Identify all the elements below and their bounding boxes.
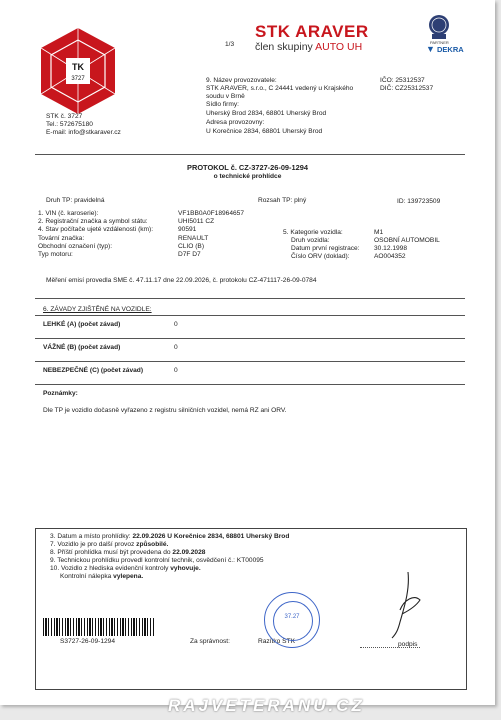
- barcode-text: S3727-26-09-1294: [60, 638, 115, 645]
- sticker-line: Kontrolní nálepka vylepena.: [60, 573, 144, 580]
- defect-row-label: LEHKÉ (A) (počet závad): [43, 321, 121, 328]
- vehicle-row-value: UHI5011 CZ: [178, 218, 215, 226]
- inspection-date-place: 3. Datum a místo prohlídky: 22.09.2026 U Korečnice 2834, 68801 Uherský Brod: [50, 533, 290, 540]
- protocol-title: PROTOKOL č. CZ-3727-26-09-1294: [187, 163, 308, 172]
- inspection-type: Druh TP: pravidelná: [46, 197, 105, 204]
- operator-address: U Korečnice 2834, 68801 Uherský Brod: [206, 128, 323, 135]
- signature-label: podpis: [398, 641, 418, 648]
- inspection-scope: Rozsah TP: plný: [258, 197, 307, 204]
- vehicle-row-label: Obchodní označení (typ):: [38, 242, 113, 250]
- divider: [35, 384, 465, 385]
- divider: [35, 361, 465, 362]
- next-inspection: 8. Příští prohlídka musí být provedena do 22.09.2028: [50, 549, 206, 556]
- vehicle-right-value: 30.12.1998: [374, 245, 408, 253]
- iso-certificate-icon: [428, 14, 450, 40]
- notes-text: Dle TP je vozidlo dočasně vyřazeno z registru silničních vozidel, nemá RZ ani ORV.: [43, 407, 287, 414]
- signature-image: [370, 570, 430, 640]
- za-spravnost-label: Za správnost:: [190, 638, 230, 645]
- divider: [35, 298, 465, 299]
- defects-title: 6. ZÁVADY ZJIŠTĚNÉ NA VOZIDLE:: [43, 306, 152, 313]
- brand-subtitle: člen skupiny AUTO UH: [255, 41, 363, 53]
- divider: [35, 154, 465, 155]
- stamp-number: 37.27: [284, 614, 300, 620]
- roadworthiness: 7. Vozidlo je pro další provoz způsobilé.: [50, 541, 169, 548]
- vehicle-row-label: 1. VIN (č. karoserie):: [38, 210, 99, 217]
- operator-label: 9. Název provozovatele:: [206, 77, 277, 84]
- station-number: STK č. 3727: [46, 113, 83, 120]
- vehicle-row-value: VF1BB0A0F18964657: [178, 210, 244, 217]
- logo-text: TK: [72, 62, 84, 72]
- vehicle-row-label: Tovární značka:: [38, 234, 85, 242]
- vehicle-right-label: Druh vozidla:: [291, 237, 330, 244]
- vehicle-category-value: M1: [374, 229, 384, 236]
- station-email: E-mail: info@stkaraver.cz: [46, 129, 121, 136]
- vehicle-right-label: Datum první registrace:: [291, 245, 360, 253]
- vehicle-row-value: RENAULT: [178, 234, 209, 242]
- defect-row-label: VÁŽNÉ (B) (počet závad): [43, 344, 121, 351]
- stk-stamp: [264, 592, 320, 648]
- vehicle-category-label: 5. Kategorie vozidla:: [283, 229, 343, 236]
- logo-number: 3727: [71, 76, 85, 82]
- vehicle-right-value: AO004352: [374, 253, 406, 261]
- operator-ico: IČO: 25312537: [380, 77, 425, 84]
- vehicle-row-label: Typ motoru:: [38, 251, 73, 258]
- vehicle-right-value: OSOBNÍ AUTOMOBIL: [374, 237, 440, 244]
- dekra-logo: ▼ DEKRA: [426, 44, 464, 54]
- vehicle-right-label: Číslo ORV (doklad):: [291, 253, 350, 261]
- vehicle-row-label: 4. Stav počítače ujeté vzdálenosti (km):: [38, 226, 154, 234]
- station-phone: Tel.: 572675180: [46, 121, 93, 128]
- stk-hexagon-logo: [33, 26, 123, 116]
- notes-title: Poznámky:: [43, 390, 78, 397]
- operator-dic: DIČ: CZ25312537: [380, 85, 434, 92]
- divider: [35, 338, 465, 339]
- vehicle-row-value: 90591: [178, 226, 197, 234]
- defect-row-value: 0: [174, 344, 178, 351]
- protocol-subtitle: o technické prohlídce: [213, 173, 282, 180]
- vehicle-row-label: 2. Registrační značka a symbol státu:: [38, 218, 148, 226]
- divider: [35, 315, 465, 316]
- operator-seat-label: Sídlo firmy:: [206, 101, 239, 108]
- page-number: 1/3: [225, 41, 235, 48]
- defect-row-value: 0: [174, 367, 178, 374]
- brand-block: [255, 22, 369, 53]
- defect-row-label: NEBEZPEČNÉ (C) (počet závad): [43, 367, 144, 374]
- protocol-id: ID: 139723509: [397, 198, 441, 205]
- vehicle-row-value: CLIO (B): [178, 242, 205, 250]
- barcode: [43, 618, 155, 636]
- operator-seat: Uherský Brod 2834, 68801 Uherský Brod: [206, 110, 327, 117]
- technician-line: 9. Technickou prohlídku provedl kontrolní technik, osvědčení č.: KT00095: [50, 557, 264, 564]
- operator-line1: STK ARAVER, s.r.o., C 24441 vedený u Krajského: [206, 85, 354, 92]
- watermark: RAJVETERANU.CZ: [168, 696, 365, 715]
- brand-name: STK ARAVER: [255, 22, 369, 41]
- operator-line2: soudu v Brně: [206, 93, 245, 100]
- operator-address-label: Adresa provozovny:: [206, 119, 265, 126]
- emissions-line: Měření emisí provedla SME č. 47.11.17 dne 22.09.2026, č. protokolu CZ-471117-26-09-0784: [46, 277, 317, 284]
- defect-row-value: 0: [174, 321, 178, 328]
- registration-check: 10. Vozidlo z hlediska evidenční kontroly vyhovuje.: [50, 565, 201, 572]
- stamp-label: Razítko STK: [258, 638, 296, 645]
- vehicle-row-value: D7F D7: [178, 251, 201, 258]
- partner-label: PARTNER: [430, 40, 449, 45]
